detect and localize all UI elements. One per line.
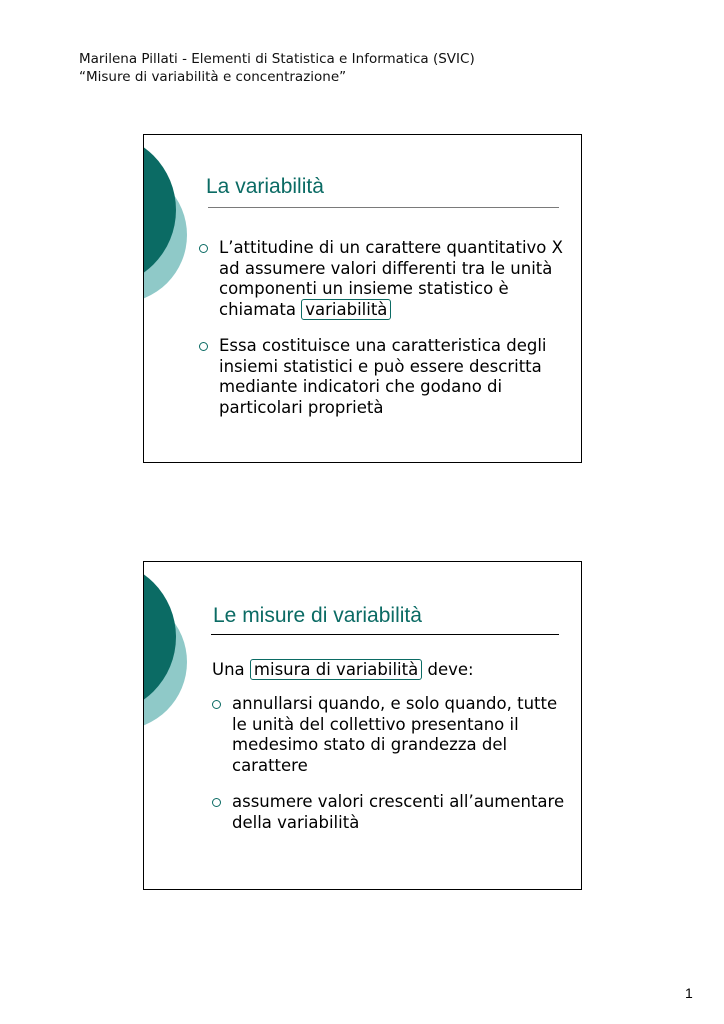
bullet-item xyxy=(199,336,579,418)
bullet-text: Essa costituisce una caratteristica degli insiemi statistici e può essere descritta mediante indicatori che godano di particolari proprietà xyxy=(219,336,547,417)
intro-before: Una xyxy=(212,660,245,679)
slide-decoration xyxy=(144,135,204,335)
title-divider xyxy=(211,634,559,635)
bullet-circle-icon xyxy=(199,244,208,253)
bullet-item xyxy=(199,238,579,320)
slide-decoration xyxy=(144,562,204,762)
highlighted-term: variabilità xyxy=(301,299,391,320)
slide-title: Le misure di variabilità xyxy=(213,604,422,627)
bullet-list xyxy=(199,238,579,434)
slide-le-misure-di-variabilita xyxy=(143,561,582,890)
highlighted-term: misura di variabilità xyxy=(250,659,422,680)
bullet-item xyxy=(212,694,567,776)
slide-la-variabilita xyxy=(143,134,582,463)
bullet-circle-icon xyxy=(212,798,221,807)
bullet-text: L’attitudine di un carattere quantitativo X ad assumere valori differenti tra le unità componenti un insieme statistico è chiamata xyxy=(219,238,563,319)
bullet-list xyxy=(212,694,567,849)
intro-after: deve: xyxy=(427,660,474,679)
intro-text xyxy=(212,660,474,680)
title-divider xyxy=(208,207,559,208)
bullet-circle-icon xyxy=(212,700,221,709)
header-course-line: Marilena Pillati - Elementi di Statistica e Informatica (SVIC) xyxy=(79,51,475,67)
bullet-text: assumere valori crescenti all’aumentare della variabilità xyxy=(232,792,565,832)
page-number: 1 xyxy=(685,985,693,1001)
slide-title: La variabilità xyxy=(206,175,324,198)
document-header xyxy=(79,50,475,86)
bullet-item xyxy=(212,792,567,833)
bullet-circle-icon xyxy=(199,342,208,351)
bullet-text: annullarsi quando, e solo quando, tutte le unità del collettivo presentano il medesimo stato di grandezza del carattere xyxy=(232,694,558,775)
header-topic-line: “Misure di variabilità e concentrazione” xyxy=(79,69,347,85)
